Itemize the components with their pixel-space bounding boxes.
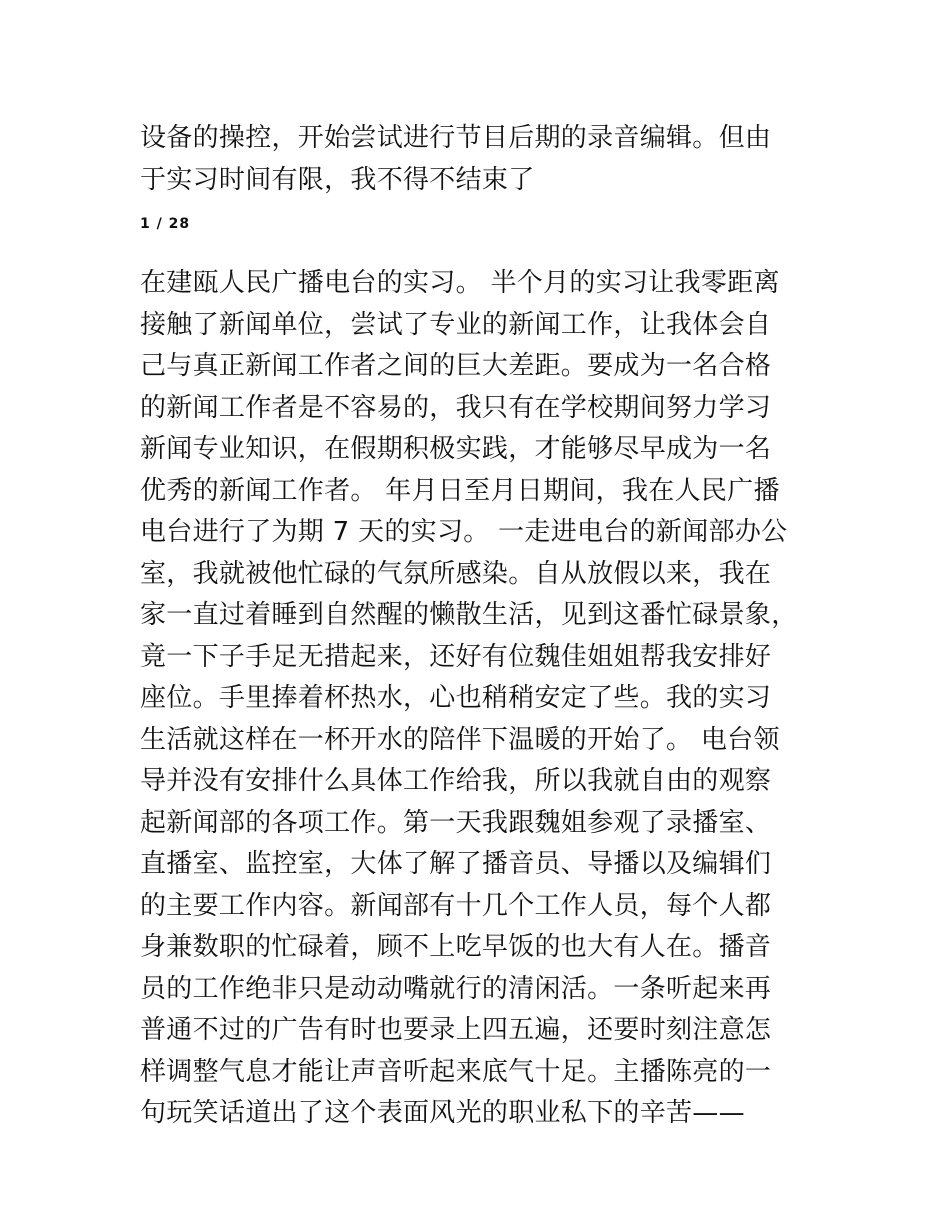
text-line: 设备的操控，开始尝试进行节目后期的录音编辑。但由	[140, 123, 772, 153]
text-line: 家一直过着睡到自然醒的懒散生活，见到这番忙碌景象，	[140, 600, 798, 630]
text-line: 优秀的新闻工作者。 年月日至月日期间，我在人民广播	[140, 475, 780, 506]
text-line: 句玩笑话道出了这个表面风光的职业私下的辛苦——	[140, 1098, 745, 1128]
text-line: 接触了新闻单位，尝试了专业的新闻工作，让我体会自	[140, 309, 772, 340]
text-line: 室，我就被他忙碌的气氛所感染。自从放假以来，我在	[140, 558, 772, 589]
text-line: 员的工作绝非只是动动嘴就行的清闲活。一条听起来再	[140, 973, 772, 1004]
text-line: 导并没有安排什么具体工作给我，所以我就自由的观察	[140, 766, 772, 796]
text-line: 身兼数职的忙碌着，顾不上吃早饭的也大有人在。播音	[140, 932, 772, 962]
text-line: 生活就这样在一杯开水的陪伴下温暖的开始了。 电台领	[140, 724, 780, 755]
text-line: 在建瓯人民广播电台的实习。 半个月的实习让我零距离	[140, 268, 780, 298]
continuation-paragraph	[140, 118, 812, 201]
text-line: 座位。手里捧着杯热水，心也稍稍安定了些。我的实习	[140, 683, 772, 713]
text-line: 样调整气息才能让声音听起来底气十足。主播陈亮的一	[140, 1056, 772, 1087]
text-line: 普通不过的广告有时也要录上四五遍，还要时刻注意怎	[140, 1015, 772, 1045]
text-line: 起新闻部的各项工作。第一天我跟魏姐参观了录播室、	[140, 807, 772, 838]
text-line: 的主要工作内容。新闻部有十几个工作人员，每个人都	[140, 890, 772, 921]
page-number: 1 / 28	[140, 216, 191, 232]
body-paragraph	[140, 263, 812, 1135]
text-line: 直播室、监控室，大体了解了播音员、导播以及编辑们	[140, 849, 772, 879]
text-line: 于实习时间有限，我不得不结束了	[140, 164, 535, 195]
text-line: 竟一下子手足无措起来，还好有位魏佳姐姐帮我安排好	[140, 641, 772, 672]
text-line: 己与真正新闻工作者之间的巨大差距。要成为一名合格	[140, 351, 772, 381]
text-line: 的新闻工作者是不容易的，我只有在学校期间努力学习	[140, 392, 772, 423]
text-line: 电台进行了为期 7 天的实习。 一走进电台的新闻部办公	[140, 517, 788, 547]
text-line: 新闻专业知识，在假期积极实践，才能够尽早成为一名	[140, 434, 772, 464]
